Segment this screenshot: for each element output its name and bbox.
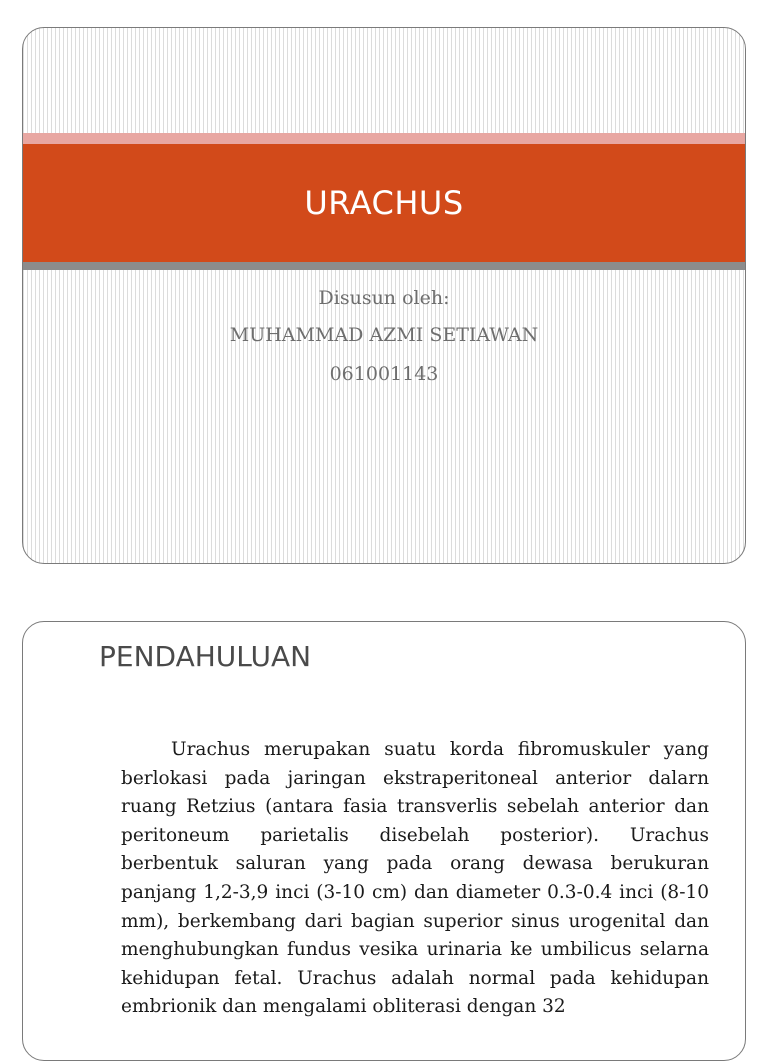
- content-slide: [22, 621, 746, 1061]
- title-band-top-stripe: [23, 133, 745, 144]
- body-paragraph: Urachus merupakan suatu korda fibromuskuler yang berlokasi pada jaringan ekstraperitoneal anterior dalarn ruang Retzius (antara fasia transverlis sebelah anterior dan peritoneum parietalis disebelah posterior). Urachus berbentuk saluran yang pada orang dewasa berukuran panjang 1,2-3,9 inci (3-10 cm) dan diameter 0.3-0.4 inci (8-10 mm), berkembang dari bagian superior sinus urogenital dan menghubungkan fundus vesika urinaria ke umbilicus selarna kehidupan fetal. Urachus adalah normal pada kehidupan embrionik dan mengalami obliterasi dengan 32: [121, 739, 709, 1018]
- slide-title: URACHUS: [304, 184, 464, 222]
- student-id: 061001143: [329, 363, 439, 385]
- author-name: MUHAMMAD AZMI SETIAWAN: [229, 324, 539, 346]
- title-slide: [22, 27, 746, 564]
- title-band-bottom-stripe: [23, 262, 745, 270]
- section-heading: PENDAHULUAN: [99, 640, 312, 673]
- prepared-by-label: Disusun oleh:: [318, 287, 450, 309]
